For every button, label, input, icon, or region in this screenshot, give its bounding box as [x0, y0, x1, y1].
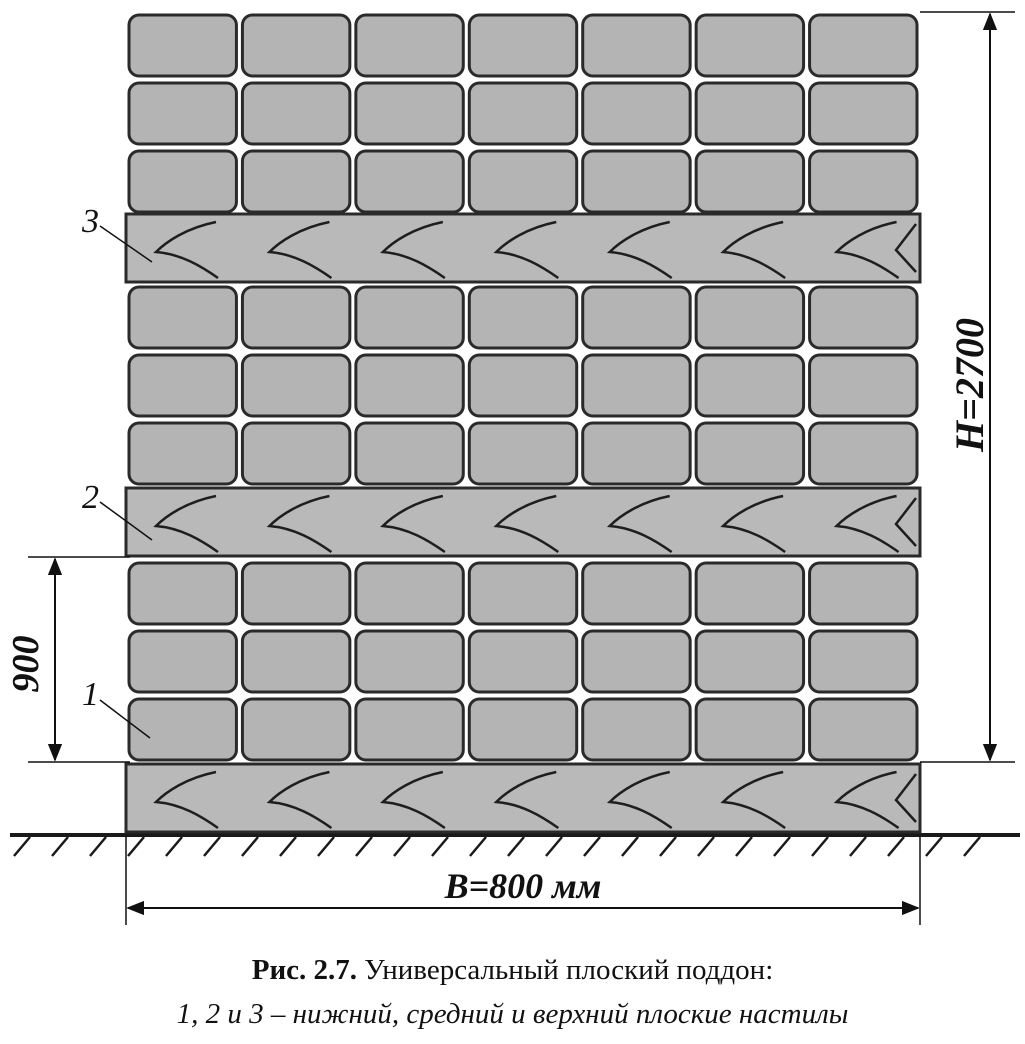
brick [696, 631, 803, 692]
ground-hatch-stroke [432, 837, 448, 856]
brick [810, 355, 917, 416]
brick [356, 15, 463, 76]
brick [469, 355, 576, 416]
ground-hatch-stroke [356, 837, 372, 856]
width-label: B=800 мм [444, 866, 602, 906]
brick [583, 631, 690, 692]
deck-board [126, 488, 920, 556]
ground-hatch-stroke [318, 837, 334, 856]
brick [469, 83, 576, 144]
ground-hatch-stroke [888, 837, 904, 856]
brick [242, 151, 349, 212]
deck-board [126, 214, 920, 282]
brick [696, 355, 803, 416]
brick [242, 83, 349, 144]
brick [356, 699, 463, 760]
brick [469, 631, 576, 692]
ground-hatch-stroke [470, 837, 486, 856]
brick [810, 287, 917, 348]
brick [583, 563, 690, 624]
brick [242, 699, 349, 760]
brick [356, 563, 463, 624]
callout-2: 2 [82, 479, 99, 516]
callout-3: 3 [82, 203, 99, 240]
brick [242, 15, 349, 76]
brick [129, 15, 236, 76]
brick [129, 287, 236, 348]
brick [129, 355, 236, 416]
caption-label: Рис. 2.7. [251, 954, 358, 986]
brick [356, 83, 463, 144]
ground-hatch-stroke [584, 837, 600, 856]
deck-bottom [126, 764, 920, 832]
ground-hatch-stroke [812, 837, 828, 856]
ground-hatch-stroke [546, 837, 562, 856]
brick [583, 423, 690, 484]
brick [469, 423, 576, 484]
ground-hatch-stroke [90, 837, 106, 856]
brick [810, 423, 917, 484]
ground-hatch-stroke [166, 837, 182, 856]
brick [696, 151, 803, 212]
brick [356, 631, 463, 692]
brick [696, 699, 803, 760]
caption-legend: 1, 2 и 3 – нижний, средний и верхний плоские настилы [176, 998, 849, 1030]
module-label: 900 [5, 635, 47, 693]
brick [810, 699, 917, 760]
brick [696, 287, 803, 348]
figure-caption [0, 948, 1025, 1036]
brick [129, 423, 236, 484]
height-label: H=2700 [947, 318, 992, 452]
brick [469, 15, 576, 76]
brick [129, 83, 236, 144]
ground-hatch-stroke [394, 837, 410, 856]
brick [583, 15, 690, 76]
ground-hatch-stroke [128, 837, 144, 856]
brick [696, 15, 803, 76]
brick [129, 631, 236, 692]
deck-top [126, 214, 920, 282]
brick [469, 699, 576, 760]
brick [583, 151, 690, 212]
brick [129, 699, 236, 760]
brick [242, 631, 349, 692]
ground-hatch-stroke [14, 837, 30, 856]
brick [696, 563, 803, 624]
caption-title: Универсальный плоский поддон: [364, 954, 774, 986]
brick [583, 355, 690, 416]
brick [356, 287, 463, 348]
brick [810, 563, 917, 624]
brick [696, 423, 803, 484]
brick [129, 151, 236, 212]
brick [583, 699, 690, 760]
brick [810, 15, 917, 76]
ground-hatch-stroke [242, 837, 258, 856]
brick [356, 423, 463, 484]
brick [810, 83, 917, 144]
ground-hatch-stroke [774, 837, 790, 856]
ground-hatch-stroke [926, 837, 942, 856]
ground-hatch-stroke [508, 837, 524, 856]
brick [469, 151, 576, 212]
ground-hatch-stroke [204, 837, 220, 856]
brick [242, 355, 349, 416]
brick-layers [129, 15, 917, 760]
brick [583, 83, 690, 144]
deck-middle [126, 488, 920, 556]
deck-board [126, 764, 920, 832]
ground-hatch-stroke [850, 837, 866, 856]
callout-1: 1 [82, 676, 99, 713]
brick [469, 287, 576, 348]
brick [356, 355, 463, 416]
brick [242, 287, 349, 348]
brick [810, 631, 917, 692]
ground-hatch-stroke [280, 837, 296, 856]
brick [810, 151, 917, 212]
ground-hatch-stroke [660, 837, 676, 856]
brick [356, 151, 463, 212]
ground-hatch-stroke [622, 837, 638, 856]
ground-hatch-stroke [698, 837, 714, 856]
brick [583, 287, 690, 348]
brick [242, 563, 349, 624]
brick [696, 83, 803, 144]
ground-hatch-stroke [964, 837, 980, 856]
ground-hatch-stroke [736, 837, 752, 856]
ground-hatch-stroke [52, 837, 68, 856]
ground-hatching [14, 837, 980, 856]
brick [242, 423, 349, 484]
caption-title-line [0, 948, 1025, 992]
brick [469, 563, 576, 624]
brick [129, 563, 236, 624]
